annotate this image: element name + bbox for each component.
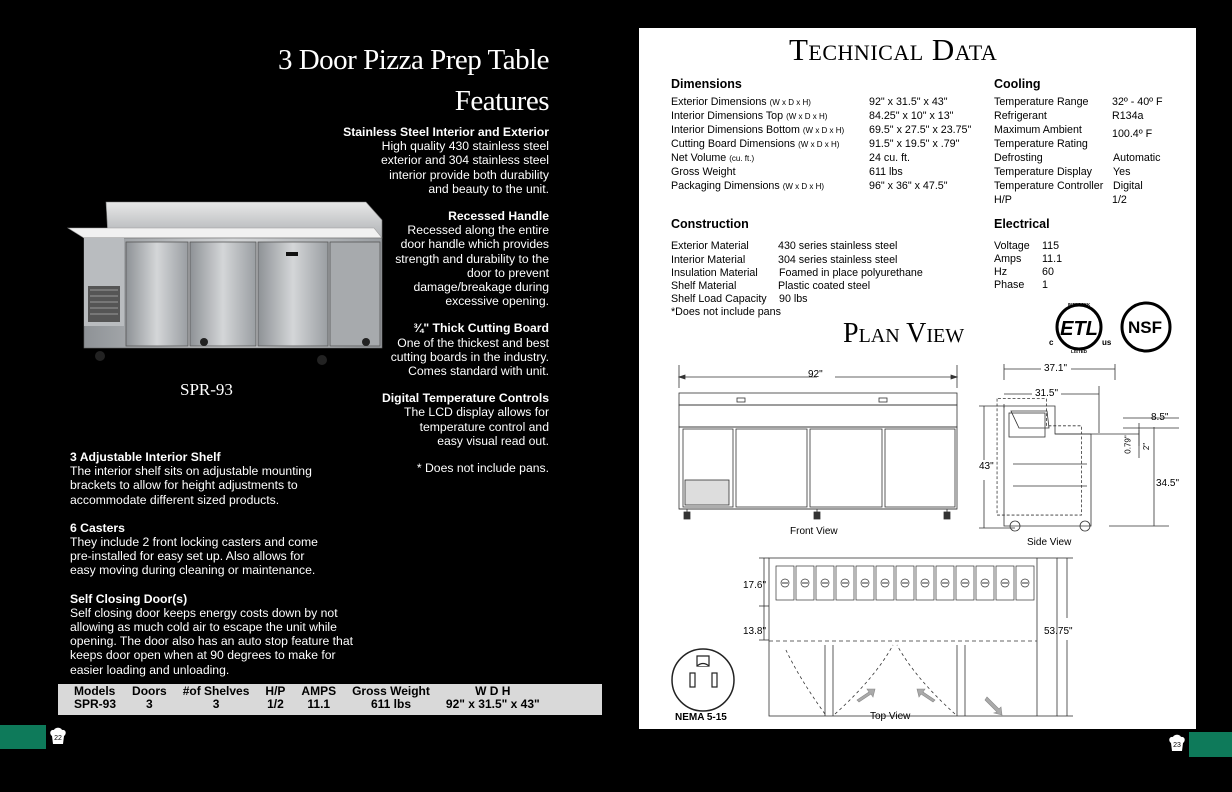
feature-heading: Recessed Handle bbox=[448, 209, 549, 224]
side-mid-label: 31.5" bbox=[1035, 388, 1059, 399]
dimension-label-text: Packaging Dimensions bbox=[671, 180, 780, 192]
feature-line: and beauty to the unit. bbox=[428, 181, 549, 196]
page-number-badge bbox=[1167, 733, 1187, 755]
feature-line: easier loading and unloading. bbox=[70, 662, 230, 677]
electrical-value: 60 bbox=[1042, 266, 1054, 278]
feature-casters bbox=[70, 521, 360, 578]
nema-label: NEMA 5-15 bbox=[675, 712, 727, 723]
feature-line: strength and durability to the bbox=[395, 251, 549, 266]
model-caption: SPR-93 bbox=[180, 380, 233, 399]
front-width-label: 92" bbox=[808, 369, 823, 380]
top-a-label: 17.6" bbox=[743, 580, 767, 591]
models-table bbox=[58, 684, 602, 715]
table-header-cell: #of Shelves bbox=[182, 684, 250, 698]
table-header-cell: Models bbox=[74, 684, 116, 698]
side-height-label: 34.5" bbox=[1156, 478, 1180, 489]
feature-stainless bbox=[319, 125, 549, 196]
dimension-label-text: Exterior Dimensions bbox=[671, 96, 767, 108]
table-header-cell: Doors bbox=[132, 684, 167, 698]
construction-value: Foamed in place polyurethane bbox=[779, 267, 923, 279]
table-cell: 1/2 bbox=[267, 697, 284, 711]
dimension-label-text: Gross Weight bbox=[671, 166, 736, 178]
table-header-cell: H/P bbox=[265, 684, 286, 698]
front-height-label: 43" bbox=[979, 461, 994, 472]
construction-note: *Does not include pans bbox=[671, 306, 781, 318]
nsf-text: NSF bbox=[1128, 318, 1162, 337]
dimension-unit: (W x D x H) bbox=[786, 112, 828, 121]
cooling-value: 100.4º F bbox=[1112, 128, 1153, 140]
cooling-value: Digital bbox=[1113, 180, 1143, 192]
dimension-value: 24 cu. ft. bbox=[869, 152, 910, 164]
feature-heading: 3 Adjustable Interior Shelf bbox=[70, 450, 221, 464]
side-c-label: 2" bbox=[1142, 442, 1152, 451]
pan-wells bbox=[776, 566, 1034, 600]
front-view-drawing bbox=[679, 365, 957, 519]
features-heading: Features bbox=[454, 85, 549, 117]
construction-value: 90 lbs bbox=[779, 293, 808, 305]
etl-letters: ETL bbox=[1060, 318, 1098, 340]
feature-line: keeps door open when at 90 degrees to make for bbox=[70, 648, 336, 663]
cooling-value: R134a bbox=[1112, 110, 1144, 122]
feature-line: Comes standard with unit. bbox=[408, 364, 549, 379]
electrical-value: 1 bbox=[1042, 279, 1048, 291]
construction-label: Shelf Load Capacity bbox=[671, 293, 767, 305]
feature-line: Recessed along the entire bbox=[407, 223, 549, 238]
feature-heading: Stainless Steel Interior and Exterior bbox=[343, 125, 549, 139]
construction-value: Plastic coated steel bbox=[778, 280, 871, 292]
feature-line: door to prevent bbox=[467, 265, 549, 280]
dimension-unit: (W x D x H) bbox=[798, 140, 840, 149]
cooling-value: 32º - 40º F bbox=[1112, 96, 1163, 108]
construction-value: 304 series stainless steel bbox=[778, 254, 898, 266]
table-cell: 611 lbs bbox=[370, 697, 411, 711]
cooling-label: Temperature Controller bbox=[994, 180, 1104, 192]
side-a-label: 8.5" bbox=[1151, 412, 1169, 423]
dimension-value: 91.5" x 19.5" x .79" bbox=[869, 138, 960, 150]
cooling-label: Refrigerant bbox=[994, 110, 1047, 122]
feature-line: cutting boards in the industry. bbox=[390, 349, 549, 364]
cooling-value: 1/2 bbox=[1112, 194, 1127, 206]
cooling-heading: Cooling bbox=[994, 77, 1041, 91]
feature-line: excessive opening. bbox=[445, 294, 549, 309]
table-header-cell: Gross Weight bbox=[352, 684, 430, 698]
electrical-value: 11.1 bbox=[1042, 253, 1063, 265]
top-view-label: Top View bbox=[870, 711, 911, 722]
etl-bottom-text: LISTED bbox=[1070, 349, 1088, 354]
feature-line: Self closing door keeps energy costs down by not bbox=[70, 605, 338, 620]
feature-line: easy moving during cleaning or maintenance. bbox=[70, 563, 316, 578]
cooling-label: Temperature Range bbox=[994, 96, 1089, 108]
feature-self-closing bbox=[70, 592, 360, 677]
features-left-column bbox=[70, 450, 360, 691]
chef-hat-icon bbox=[48, 726, 68, 748]
side-b-label: 0.79" bbox=[1123, 435, 1133, 454]
table-cell: 3 bbox=[146, 697, 153, 711]
feature-line: One of the thickest and best bbox=[397, 335, 549, 350]
side-top-label: 37.1" bbox=[1044, 363, 1068, 374]
etl-top-text: INTERTEK bbox=[1067, 302, 1091, 307]
page-tab bbox=[0, 725, 46, 749]
table-header-cell: W D H bbox=[475, 684, 511, 698]
construction-label: Interior Material bbox=[671, 254, 746, 266]
plan-view-drawings bbox=[639, 28, 1196, 729]
dimension-unit: (W x D x H) bbox=[802, 126, 845, 135]
feature-line: door handle which provides bbox=[400, 237, 549, 252]
dimension-label-text: Cutting Board Dimensions bbox=[671, 138, 796, 150]
technical-data-sheet bbox=[639, 28, 1196, 729]
feature-line: interior provide both durability bbox=[389, 167, 549, 182]
construction-label: Insulation Material bbox=[671, 267, 758, 279]
feature-heading: Self Closing Door(s) bbox=[70, 591, 188, 606]
feature-line: easy visual read out. bbox=[437, 433, 549, 448]
electrical-heading: Electrical bbox=[994, 217, 1050, 231]
cooling-label: Maximum Ambient bbox=[994, 124, 1082, 136]
table-cell: 92" x 31.5" x 43" bbox=[445, 697, 540, 711]
page-number-badge bbox=[48, 726, 68, 748]
etl-us-mark: us bbox=[1102, 338, 1112, 347]
page-number: 23 bbox=[1173, 742, 1181, 749]
dimension-label-text: Interior Dimensions Bottom bbox=[671, 124, 800, 136]
dimension-unit: (W x D x H) bbox=[769, 98, 811, 107]
plan-view-title: Plan View bbox=[843, 318, 965, 349]
electrical-label: Amps bbox=[994, 253, 1022, 265]
feature-line: The LCD display allows for bbox=[404, 405, 549, 420]
construction-label: Exterior Material bbox=[671, 240, 749, 252]
construction-value: 430 series stainless steel bbox=[778, 240, 898, 252]
cooling-label: Temperature Display bbox=[994, 166, 1093, 178]
table-row bbox=[70, 698, 548, 711]
feature-heading: 6 Casters bbox=[70, 520, 125, 535]
cooling-value: Yes bbox=[1113, 166, 1131, 178]
feature-line: opening. The door also has an auto stop feature that bbox=[70, 634, 354, 649]
feature-line: temperature control and bbox=[419, 419, 549, 434]
dimensions-heading: Dimensions bbox=[671, 77, 742, 91]
electrical-label: Hz bbox=[994, 266, 1008, 278]
dimension-value: 92" x 31.5" x 43" bbox=[869, 96, 948, 108]
dimension-label-text: Interior Dimensions Top bbox=[671, 110, 784, 122]
cooling-label: Defrosting bbox=[994, 152, 1043, 164]
technical-data-title: Technical Data bbox=[789, 32, 998, 67]
feature-line: damage/breakage during bbox=[413, 280, 549, 295]
chef-hat-icon bbox=[1167, 733, 1187, 755]
feature-heading: Digital Temperature Controls bbox=[381, 391, 549, 406]
feature-line: accommodate different sized products. bbox=[70, 492, 280, 507]
page-title bbox=[278, 40, 549, 122]
table-cell: SPR-93 bbox=[74, 697, 117, 711]
product-title: 3 Door Pizza Prep Table bbox=[277, 44, 549, 76]
product-photo bbox=[66, 190, 386, 370]
table-cell: 11.1 bbox=[307, 697, 331, 711]
page-tab bbox=[1189, 732, 1232, 757]
etl-c-mark: c bbox=[1049, 338, 1054, 347]
pans-note: * Does not include pans. bbox=[416, 461, 549, 476]
top-depth-label: 53.75" bbox=[1044, 626, 1073, 637]
electrical-label: Voltage bbox=[994, 240, 1030, 252]
construction-heading: Construction bbox=[671, 217, 749, 231]
electrical-label: Phase bbox=[994, 279, 1025, 291]
dimension-value: 69.5" x 27.5" x 23.75" bbox=[869, 124, 972, 136]
electrical-value: 115 bbox=[1042, 240, 1060, 252]
cooling-label: Temperature Rating bbox=[994, 138, 1088, 150]
feature-shelf bbox=[70, 450, 360, 507]
dimension-unit: (W x D x H) bbox=[782, 182, 825, 191]
top-b-label: 13.8" bbox=[743, 626, 767, 637]
side-view-label: Side View bbox=[1027, 537, 1072, 548]
feature-line: pre-installed for easy set up. Also allows for bbox=[70, 549, 305, 564]
dimension-unit: (cu. ft.) bbox=[729, 154, 755, 163]
cooling-label: H/P bbox=[994, 194, 1012, 206]
dimension-label-text: Net Volume bbox=[671, 152, 727, 164]
dimension-value: 96" x 36" x 47.5" bbox=[869, 180, 948, 192]
feature-digital-controls bbox=[319, 391, 549, 448]
table-cell: 3 bbox=[212, 697, 220, 711]
feature-line: High quality 430 stainless steel bbox=[381, 139, 549, 154]
cooling-value: Automatic bbox=[1113, 152, 1161, 164]
feature-line: The interior shelf sits on adjustable mounting bbox=[70, 464, 312, 479]
feature-line: allowing as much cold air to escape the unit while bbox=[70, 620, 337, 635]
table-header-cell: AMPS bbox=[301, 684, 337, 698]
dimension-value: 611 lbs bbox=[869, 166, 903, 178]
dimension-value: 84.25" x 10" x 13" bbox=[869, 110, 954, 122]
front-view-label: Front View bbox=[790, 526, 838, 537]
nema-outlet-icon bbox=[672, 649, 734, 711]
feature-line: They include 2 front locking casters and come bbox=[70, 535, 318, 550]
feature-heading: ¾" Thick Cutting Board bbox=[413, 321, 549, 336]
page-number: 22 bbox=[54, 735, 62, 742]
construction-label: Shelf Material bbox=[671, 280, 737, 292]
feature-line: brackets to allow for height adjustments to bbox=[70, 478, 298, 493]
feature-line: exterior and 304 stainless steel bbox=[380, 153, 549, 168]
